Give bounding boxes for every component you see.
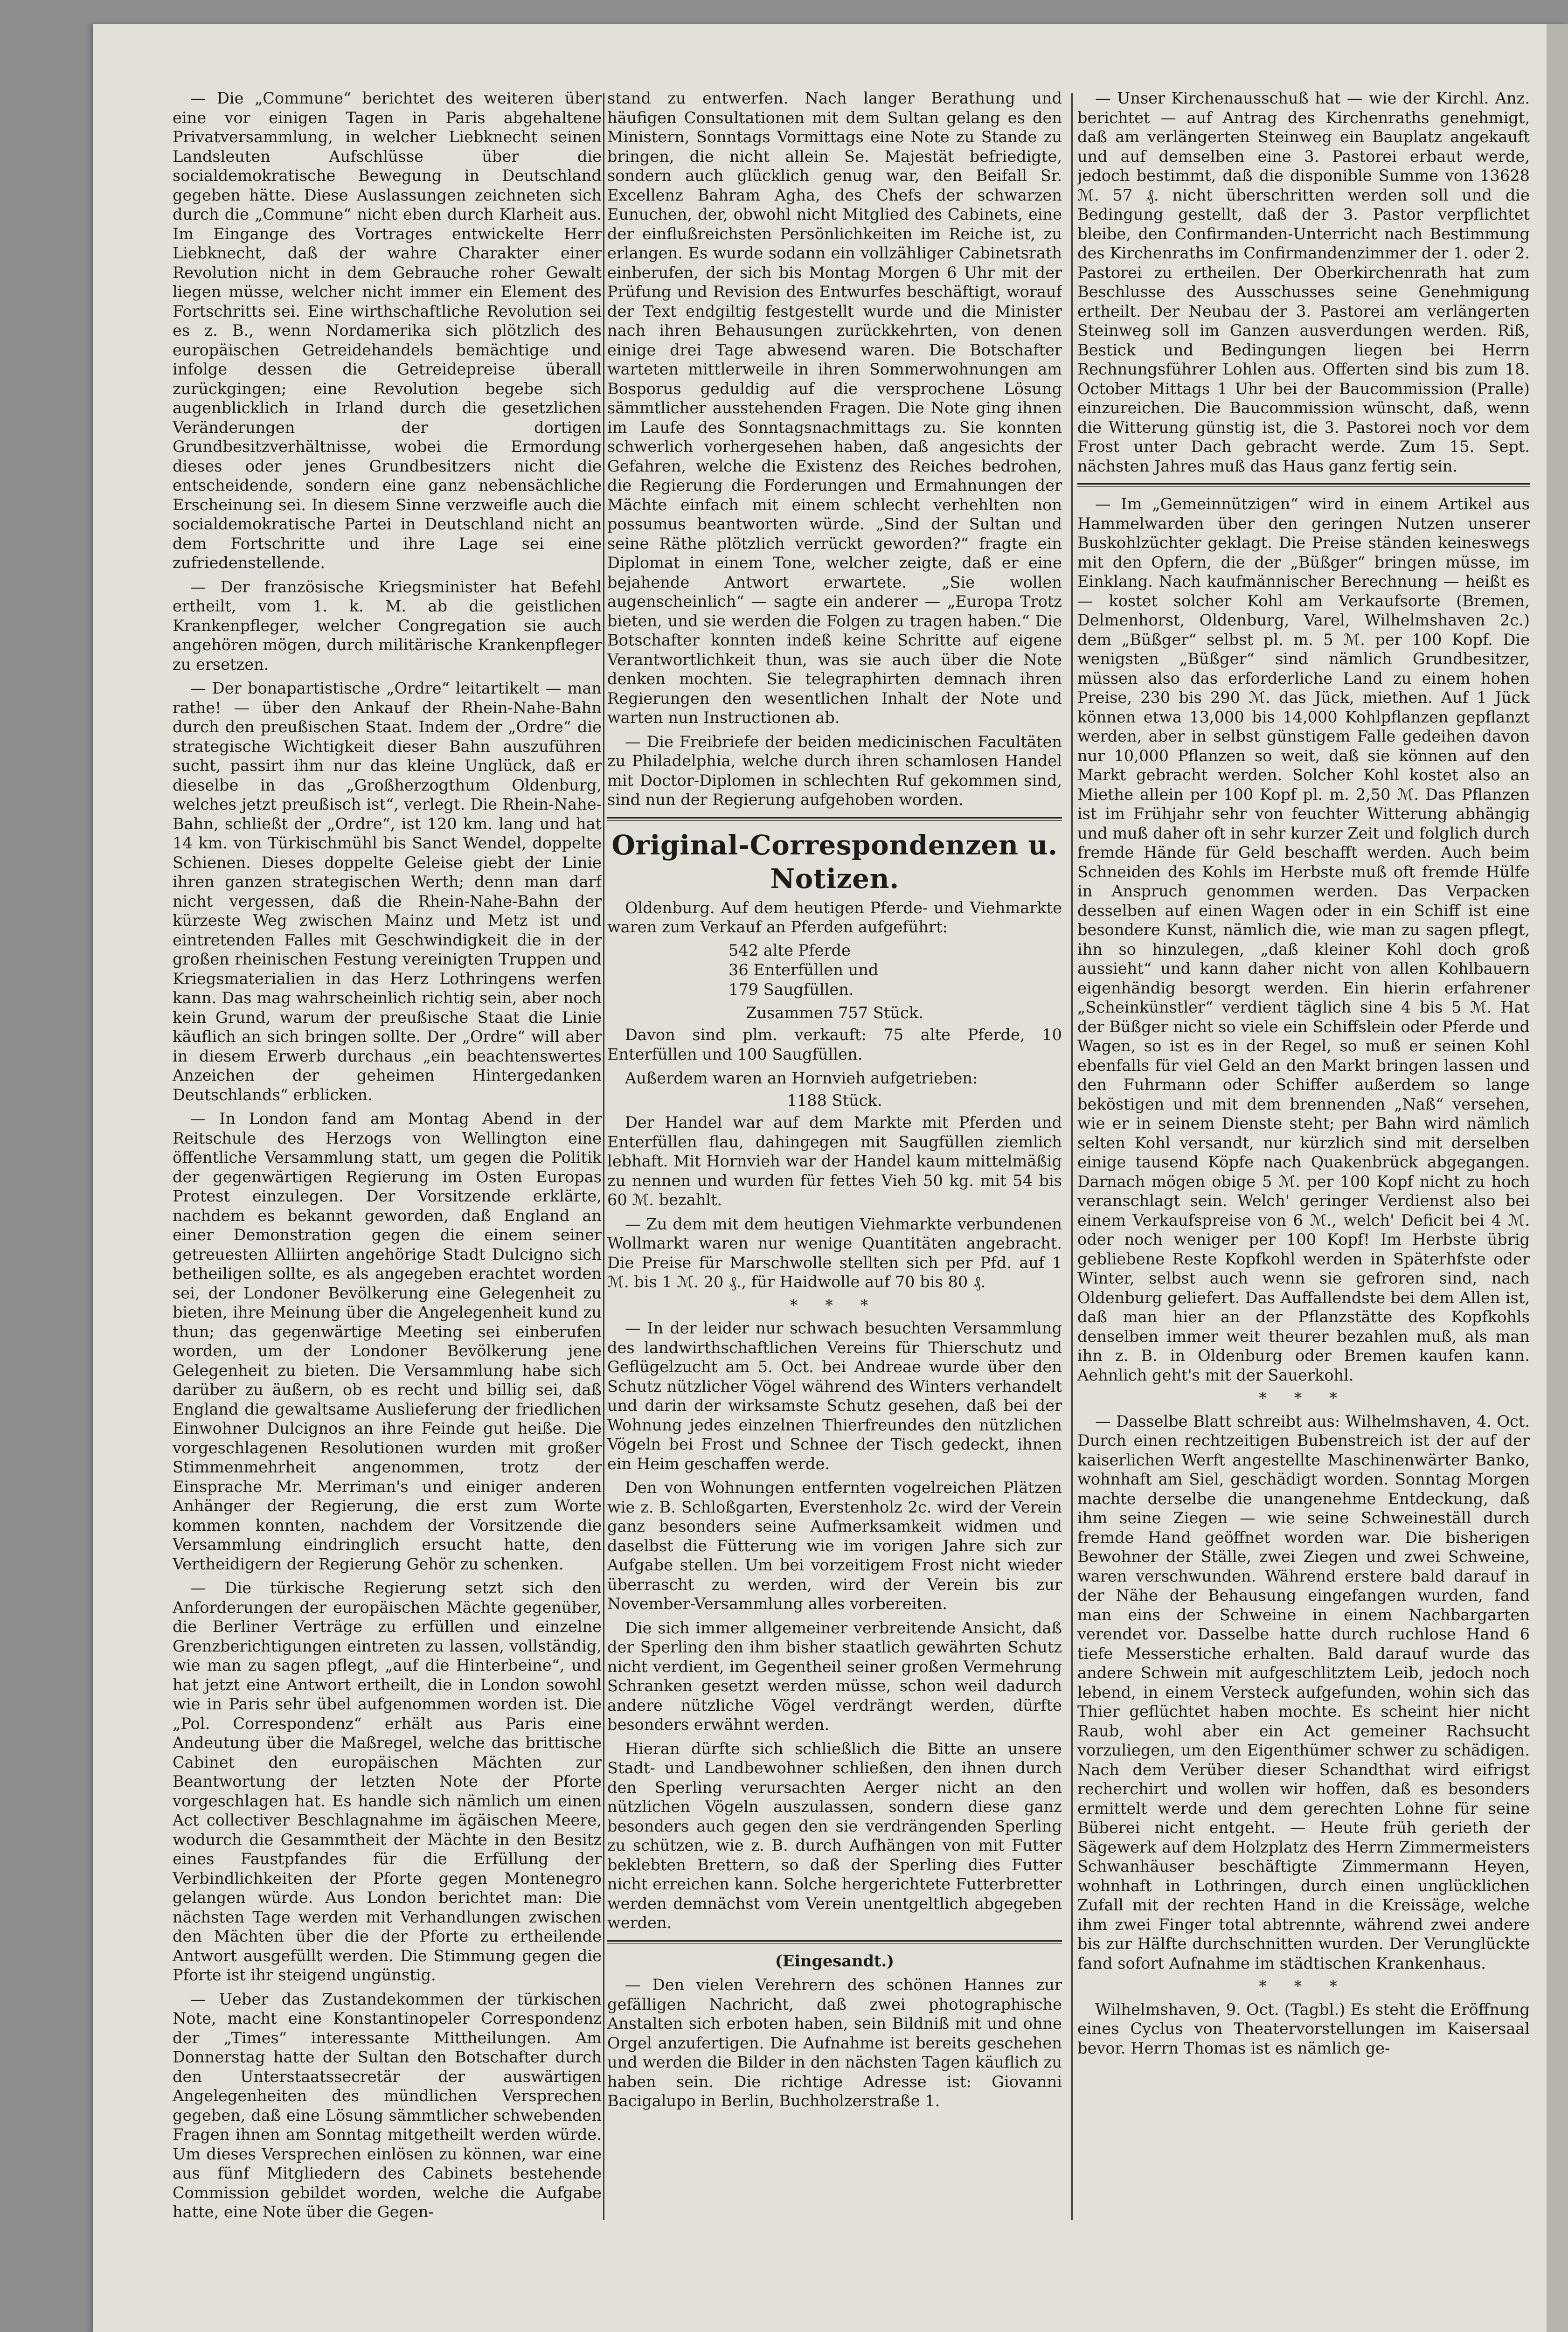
article-tuerkische-note: — Ueber das Zustandekommen der türkischen Note, macht eine Konstantinopeler Correspondenz der „Times“ interessante Mittheilungen. Am Donnerstag hatte der Sultan den Botschafter durch den Unterstaatssecretär der auswärtigen Angelegenheiten des mündlichen Versprechen gegeben, daß eine Lösung sämmtlicher schwebenden Fragen ihnen am Sonntag mitgetheilt werden würde. Um dieses Versprechen einlösen zu können, war eine aus fünf Mitgliedern des Cabinets bestehende Commission gebildet worden, welche die Aufgabe hatte, eine Note über die Gegen- <box>173 1990 602 2221</box>
column-left <box>173 89 602 2281</box>
article-philadelphia: — Die Freibriefe der beiden medicinischen Facultäten zu Philadelphia, welche durch ihren schamlosen Handel mit Doctor-Diplomen in schlechten Ruf gekommen sind, sind nun der Regierung aufgehoben worden. <box>607 732 1062 809</box>
section-heading: Original-Correspondenzen u. Notizen. <box>611 829 1058 895</box>
article-bitte: Hieran dürfte sich schließlich die Bitte an unsere Stadt- und Landbewohner schließen, den ihnen durch den Sperling verursachten Aerger nicht an den nützlichen Vögeln auszulassen, sondern diese ganz besonders auch gegen den sie verdrängenden Sperling zu schützen, wie z. B. durch Aufhängen von mit Futter beklebten Brettern, so daß der Sperling dies Futter nicht erreichen kann. Solche hergerichtete Futterbretter werden demnächst vom Verein unentgeltlich abgegeben werden. <box>607 1739 1062 1932</box>
article-buskohl: — Im „Gemeinnützigen“ wird in einem Artikel aus Hammelwarden über den geringen Nutzen unserer Buskohlzüchter geklagt. Die Preise ständen keineswegs mit den Opfern, die der „Büßger“ bringen müsse, im Einklang. Nach kaufmännischer Berechnung — heißt es — kostet solcher Kohl am Verkaufsorte (Bremen, Delmenhorst, Oldenburg, Varel, Wilhelmshaven 2c.) dem „Büßger“ selbst pl. m. 5 ℳ. per 100 Kopf. Die wenigsten „Büßger“ sind nämlich Grundbesitzer, müssen also das erforderliche Land zu einem hohen Preise, 230 bis 290 ℳ. das Jück, miethen. Auf 1 Jück können etwa 13,000 bis 14,000 Kohlpflanzen gepflanzt werden, aber in selbst günstigem Falle gedeihen davon nur 10,000 Pflanzen so weit, daß sie können auf den Markt gebracht werden. Solcher Kohl kostet also an Miethe allein per 100 Kopf pl. m. 2,50 ℳ. Das Pflanzen ist im Frühjahr sehr von feuchter Witterung abhängig und muß daher oft in sehr kurzer Zeit und folglich durch fremde Hände für Geld beschafft werden. Auch beim Schneiden des Kohls im Herbste muß oft fremde Hülfe in Anspruch genommen werden. Das Verpacken desselben auf einen Wagen oder in ein Schiff ist eine besondere Kunst, nämlich die, wie man zu sagen pflegt, ihn so hinzulegen, „daß kleiner Kohl doch groß aussieht“ und kann daher nicht von allen Kohlbauern eigenhändig besorgt werden. Ein hierin erfahrener „Scheinkünstler“ verdient täglich sine 4 bis 5 ℳ. Hat der Büßger nicht so viele ein Schiffslein oder Pferde und Wagen, so ist es in der Regel, so muß er seinen Kohl ebenfalls für viel Geld an den Markt bringen lassen und den Fuhrmann oder Schiffer außerdem so lange beköstigen und mit dem brennenden „Naß“ versehen, wie er in seinem Dienste steht; per Bahn wird nämlich selten Kohl versandt, nur kürzlich sind mit derselben einige tausend Köpfe nach Quakenbrück abgegangen. Darnach mögen obige 5 ℳ. per 100 Kopf nicht zu hoch veranschlagt sein. Welch' geringer Verdienst also bei einem Verkaufspreise von 6 ℳ., welch' Deficit bei 4 ℳ. oder noch weniger per 100 Kopf! Im Herbste übrig gebliebene Reste Kopfkohl werden in Späterhfste oder Winter, selbst auch wenn sie gefroren sind, nach Oldenburg geliefert. Das Auffallendste bei dem Allen ist, daß man hier an der Pflanzstätte des Kopfkohls denselben immer weit theurer bezahlen muß, als man ihn z. B. in Oldenburg oder Bremen kaufen kann. Aehnlich geht's mit der Sauerkohl. <box>1077 495 1530 1384</box>
article-london: — In London fand am Montag Abend in der Reitschule des Herzogs von Wellington eine öffentliche Versammlung statt, um gegen die Politik der gegenwärtigen Regierung im Osten Europas Protest einzulegen. Der Vorsitzende erklärte, nachdem es bekannt geworden, daß England an einer Demonstration gegen die einem seiner getreuesten Alliirten angehörige Stadt Dulcigno sich betheiligen sollte, es als angegeben erachtet worden sei, der Londoner Bevölkerung eine Gelegenheit zu bieten, ihre Meinung über die Angelegenheit kund zu thun; das gegenwärtige Meeting sei einberufen worden, um der Londoner Bevölkerung jene Gelegenheit zu bieten. Die Versammlung habe sich darüber zu äußern, ob es recht und billig sei, daß England die gewaltsame Auslieferung der friedlichen Einwohner Dulcignos an ihre Feinde gut heiße. Die vorgeschlagenen Resolutionen wurden mit großer Stimmenmehrheit angenommen, trotz der Einsprache Mr. Merriman's und einiger anderen Anhänger der Regierung, die erst zum Worte kommen konnten, nachdem der Vorsitzende die Versammlung eindringlich ersucht hatte, den Vertheidigern der Regierung Gehör zu schenken. <box>173 1110 602 1573</box>
article-kirchenausschuss: — Unser Kirchenausschuß hat — wie der Kirchl. Anz. berichtet — auf Antrag des Kirchenraths genehmigt, daß am verlängerten Steinweg ein Bauplatz angekauft und auf demselben eine 3. Pastorei erbaut werde, jedoch bestimmt, daß die disponible Summe von 13628 ℳ. 57 ₰. nicht überschritten werden soll und die Bedingung gestellt, daß der 3. Pastor verpflichtet bleibe, den Confirmanden-Unterricht nach Bestimmung des Kirchenraths im Confirmandenzimmer der 1. oder 2. Pastorei zu ertheilen. Der Oberkirchenrath hat zum Beschlusse des Ausschusses seine Genehmigung ertheilt. Der Neubau der 3. Pastorei am verlängerten Steinweg soll im Ganzen ausverdungen werden. Riß, Bestick und Bedingungen liegen bei Herrn Rechnungsführer Lohlen aus. Offerten sind bis zum 18. October Mittags 1 Uhr bei der Baucommission (Pralle) einzureichen. Die Baucommission wünscht, daß, wenn die Witterung günstig ist, die 3. Pastorei noch vor dem Frost unter Dach gebracht werde. Zum 15. Sept. nächsten Jahres muß das Haus ganz fertig sein. <box>1077 89 1530 475</box>
horse-stats <box>728 941 1062 999</box>
market-report: Der Handel war auf dem Markte mit Pferden und Enterfüllen flau, dahingegen mit Saugfüllen ziemlich lebhaft. Mit Hornvieh war der Handel kaum mittelmäßig zu nennen und wurden für fettes Vieh 50 kg. mit 54 bis 60 ℳ. bezahlt. <box>607 1113 1062 1209</box>
wollmarkt-report: — Zu dem mit dem heutigen Viehmarkte verbundenen Wollmarkt waren nur wenige Quantitäten angebracht. Die Preise für Marschwolle stellten sich per Pfd. auf 1 ℳ. bis 1 ℳ. 20 ₰., für Haidwolle auf 70 bis 80 ₰. <box>607 1215 1062 1291</box>
article-note-continued: stand zu entwerfen. Nach langer Berathung und häufigen Consultationen mit dem Sultan gelang es den Ministern, Sonntags Vormittags eine Note zu Stande zu bringen, die nicht allein Se. Majestät befriedigte, sondern auch glücklich genug war, den Beifall Sr. Excellenz Bahram Agha, des Chefs der schwarzen Eunuchen, der, obwohl nicht Mitglied des Cabinets, eine der einflußreichsten Persönlichkeiten im Reiche ist, zu erlangen. Es wurde sodann ein vollzähliger Cabinetsrath einberufen, der sich bis Montag Morgen 6 Uhr mit der Prüfung und Revision des Entwurfes beschäftigt, worauf der Text endgiltig festgestellt wurde und die Minister nach ihren Behausungen zurückkehrten, von denen einige drei Tage abwesend waren. Die Botschafter warteten mittlerweile in ihren Sommerwohnungen am Bosporus geduldig auf die versprochene Lösung sämmtlicher ausstehenden Fragen. Die Note ging ihnen im Laufe des Sonntagsnachmittags zu. Sie konnten schwerlich vorhergesehen haben, daß angesichts der Gefahren, welche die Existenz des Reiches bedrohen, die Regierung die Forderungen und Ermahnungen der Mächte einfach mit einem schlecht verhehlten non possumus beantworten würde. „Sind der Sultan und seine Räthe plötzlich verrückt geworden?“ fragte ein Diplomat in einem Tone, welcher zeigte, daß er eine bejahende Antwort erwartete. „Sie wollen augenscheinlich“ — sagte ein anderer — „Europa Trotz bieten, und sie werden die Folgen zu tragen haben.“ Die Botschafter konnten indeß keine Schritte auf eigene Verantwortlichkeit thun, was sie auch über die Note denken mochten. Sie telegraphirten demnach ihren Regierungen den wesentlichen Inhalt der Note und warten nun Instructionen ab. <box>607 89 1062 727</box>
hornvieh-line: Außerdem waren an Hornvieh aufgetrieben: <box>625 1069 978 1087</box>
column-rule-right <box>1071 93 1073 2220</box>
article-wilhelmshaven-4: — Dasselbe Blatt schreibt aus: Wilhelmshaven, 4. Oct. Durch einen rechtzeitigen Bubenstreich ist der auf der kaiserlichen Werft angestellte Maschinenwärter Banko, wohnhaft am Siel, geschädigt worden. Sonntag Morgen machte derselbe die unangenehme Entdeckung, daß ihm seine Ziegen — wie seine Schweineställ durch fremde Hand geöffnet worden war. Die bisherigen Bewohner der Ställe, zwei Ziegen und zwei Schweine, waren verschwunden. Während erstere bald darauf in der Nähe der Behausung eingefangen wurden, fand man eins der Schweine in einem Nachbargarten verendet vor. Dasselbe hatte durch ruchlose Hand 6 tiefe Messerstiche erhalten. Bald darauf wurde das andere Schwein mit aufgeschlitztem Leib, jedoch noch lebend, in einem Versteck aufgefunden, wohin sich das Thier geflüchtet haben mochte. Es scheint hier nicht Raub, wohl aber ein Act gemeiner Rachsucht vorzuliegen, um den Eigenthümer schwer zu schädigen. Nach dem Verüber dieser Schandthat wird eifrigst recherchirt und wollen wir hoffen, daß es besonders ermittelt werde und dem gerechten Lohne für seine Büberei nicht entgeht. — Heute früh gerieth der Sägewerk auf dem Holzplatz des Herrn Zimmermeisters Schwanhäuser beschäftigte Zimmermann Heyen, wohnhaft in Lothringen, durch einen unglücklichen Zufall mit der rechten Hand in die Kreissäge, welche ihm zwei Finger total abtrennte, während zwei andere bis zur Hälfte durchschnitten wurden. Der Verunglückte fand sofort Aufnahme im städtischen Krankenhaus. <box>1077 1412 1530 1972</box>
oldenburg-intro: Oldenburg. Auf dem heutigen Pferde- und Viehmarkte waren zum Verkauf an Pferden aufgeführt: <box>607 898 1062 936</box>
eingesandt-divider <box>607 1940 1062 1944</box>
article-kriegsminister: — Der französische Kriegsminister hat Befehl ertheilt, vom 1. k. M. ab die geistlichen Krankenpfleger, welcher Congregation sie auch angehören mögen, durch militärische Krankenpfleger zu ersetzen. <box>173 577 602 673</box>
article-commune: — Die „Commune“ berichtet des weiteren über eine vor einigen Tagen in Paris abgehaltene Privatversammlung, in welcher Liebknecht seinen Landsleuten Aufschlüsse über die socialdemokratische Bewegung in Deutschland gegeben hätte. Diese Auslassungen zeichneten sich durch die „Commune“ nicht eben durch Klarheit aus. Im Eingange des Vortrages entwickelte Herr Liebknecht, daß der wahre Charakter einer Revolution nicht in dem Gebrauche roher Gewalt liegen müsse, welcher nicht immer ein Element des Fortschritts sei. Eine wirthschaftliche Revolution sei es z. B., wenn Nordamerika sich plötzlich des europäischen Getreidehandels bemächtige und infolge dessen die Getreidepreise überall zurückgingen; eine Revolution begebe sich augenblicklich in Irland durch die gesetzlichen Veränderungen der dortigen Grundbesitzverhältnisse, wobei die Ermordung dieses oder jenes Grundbesitzers nicht die entscheidende, sondern eine ganz nebensächliche Erscheinung sei. In diesem Sinne verzweifle auch die socialdemokratische Partei in Deutschland nicht an dem Fortschritte und ihre Lage sei eine zufriedenstellende. <box>173 89 602 572</box>
article-wilhelmshaven-9: Wilhelmshaven, 9. Oct. (Tagbl.) Es steht die Eröffnung eines Cyclus von Theatervorstellungen im Kaisersaal bevor. Herrn Thomas ist es nämlich ge- <box>1077 2000 1530 2057</box>
horse-stat-saug: 179 Saugfüllen. <box>728 980 854 999</box>
sold-line: Davon sind plm. verkauft: 75 alte Pferde, 10 Enterfüllen und 100 Saugfüllen. <box>607 1026 1062 1063</box>
page-gutter <box>1547 24 1568 2332</box>
asterisk-divider-right-2: * * * <box>1259 1977 1348 1995</box>
eingesandt-heading: (Eingesandt.) <box>775 1951 895 1970</box>
article-vogelplaetze: Den von Wohnungen entfernten vogelreichen Plätzen wie z. B. Schloßgarten, Everstenholz 2c. wird der Verein ganz besonders seine Aufmerksamkeit widmen und daselbst die Fütterung wie im vorigen Jahre sich zur Aufgabe stellen. Um bei vorzeitigem Frost nicht wieder überrascht zu werden, wird der Verein bis zur November-Versammlung alles vorbereiten. <box>607 1478 1062 1613</box>
horse-total: Zusammen 757 Stück. <box>746 1003 923 1022</box>
asterisk-divider: * * * <box>790 1296 880 1314</box>
asterisk-divider-right: * * * <box>1259 1389 1348 1407</box>
horse-stat-old: 542 alte Pferde <box>728 941 851 959</box>
article-sperling: Die sich immer allgemeiner verbreitende Ansicht, daß der Sperling den ihm bisher staatlich gewährten Schutz nicht verdient, im Gegentheil seiner großen Vermehrung Schranken gesetzt werden müsse, schon weil dadurch andere nützliche Vögel verdrängt werden, dürfte besonders erwähnt werden. <box>607 1618 1062 1734</box>
cattle-count: 1188 Stück. <box>787 1091 882 1110</box>
right-divider <box>1077 483 1530 487</box>
column-middle <box>607 89 1062 2281</box>
column-rule-left <box>603 93 604 2220</box>
horse-stat-enter: 36 Enterfüllen und <box>728 960 879 979</box>
article-ordre: — Der bonapartistische „Ordre“ leitartikelt — man rathe! — über den Ankauf der Rhein-Nahe-Bahn durch den preußischen Staat. Indem der „Ordre“ die strategische Wichtigkeit dieser Bahn auszuführen sucht, passirt ihm nur das kleine Unglück, daß er dieselbe in das „Großherzogthum Oldenburg, welches jetzt preußisch ist“, verlegt. Die Rhein-Nahe-Bahn, schließt der „Ordre“, ist 120 km. lang und hat 14 km. von Türkischmühl bis Sanct Wendel, doppelte Schienen. Dieses doppelte Geleise giebt der Linie ihren ganzen strategischen Werth; denn man darf nicht vergessen, daß die Rhein-Nahe-Bahn der kürzeste Weg zwischen Mainz und Metz ist und eintretenden Falles mit Geschwindigkeit die in der großen rheinischen Festung vereinigten Truppen und Kriegsmaterialien in das Herz Lothringens werfen kann. Das mag wahrscheinlich richtig sein, aber noch kein Grund, warum der preußische Staat die Linie käuflich an sich bringen sollte. Der „Ordre“ will aber in diesem Erwerb durchaus „ein beachtenswertes Anzeichen der geheimen Hintergedanken Deutschlands“ erblicken. <box>173 679 602 1104</box>
article-thierschutz: — In der leider nur schwach besuchten Versammlung des landwirthschaftlichen Vereins für Thierschutz und Geflügelzucht am 5. Oct. bei Andreae wurde über den Schutz nützlicher Vögel während des Winters verhandelt und darin der wirksamste Schutz gesehen, daß bei der Wohnung jedes einzelnen Thierfreundes den nützlichen Vögeln bei Frost und Schnee der Tisch gedeckt, ihnen ein Heim geschaffen werde. <box>607 1319 1062 1473</box>
article-schoener-hannes: — Den vielen Verehrern des schönen Hannes zur gefälligen Nachricht, daß zwei photographische Anstalten sich erboten haben, sein Bildniß mit und ohne Orgel anzufertigen. Die Aufnahme ist bereits geschehen und werden die Bilder in den nächsten Tagen käuflich zu haben sein. Die richtige Adresse ist: Giovanni Bacigalupo in Berlin, Buchholzerstraße 1. <box>607 1976 1062 2110</box>
column-right <box>1077 89 1530 2281</box>
article-tuerkische-regierung: — Die türkische Regierung setzt sich den Anforderungen der europäischen Mächte gegenüber, die Berliner Verträge zu erfüllen und einzelne Grenzberichtigungen eintreten zu lassen, vollständig, wie man zu sagen pflegt, „auf die Hinterbeine“, und hat jetzt eine Antwort ertheilt, die in London sowohl wie in Paris sehr übel aufgenommen worden ist. Die „Pol. Correspondenz“ erhält aus Paris eine Andeutung über die Maßregel, welche das brittische Cabinet den europäischen Mächten zur Beantwortung der letzten Note der Pforte vorgeschlagen hat. Es handle sich nämlich um einen Act collectiver Beschlagnahme im ägäischen Meere, wodurch die Gesammtheit der Mächte in den Besitz eines Faustpfandes für die Erfüllung der Verbindlichkeiten der Pforte gegen Montenegro gelangen würde. Aus London berichtet man: Die nächsten Tage werden mit Verhandlungen zwischen den Mächten über die der Pforte zu ertheilende Antwort ausgefüllt werden. Die Stimmung gegen die Pforte ist ihr steigend ungünstig. <box>173 1579 602 1984</box>
section-divider <box>607 817 1062 821</box>
